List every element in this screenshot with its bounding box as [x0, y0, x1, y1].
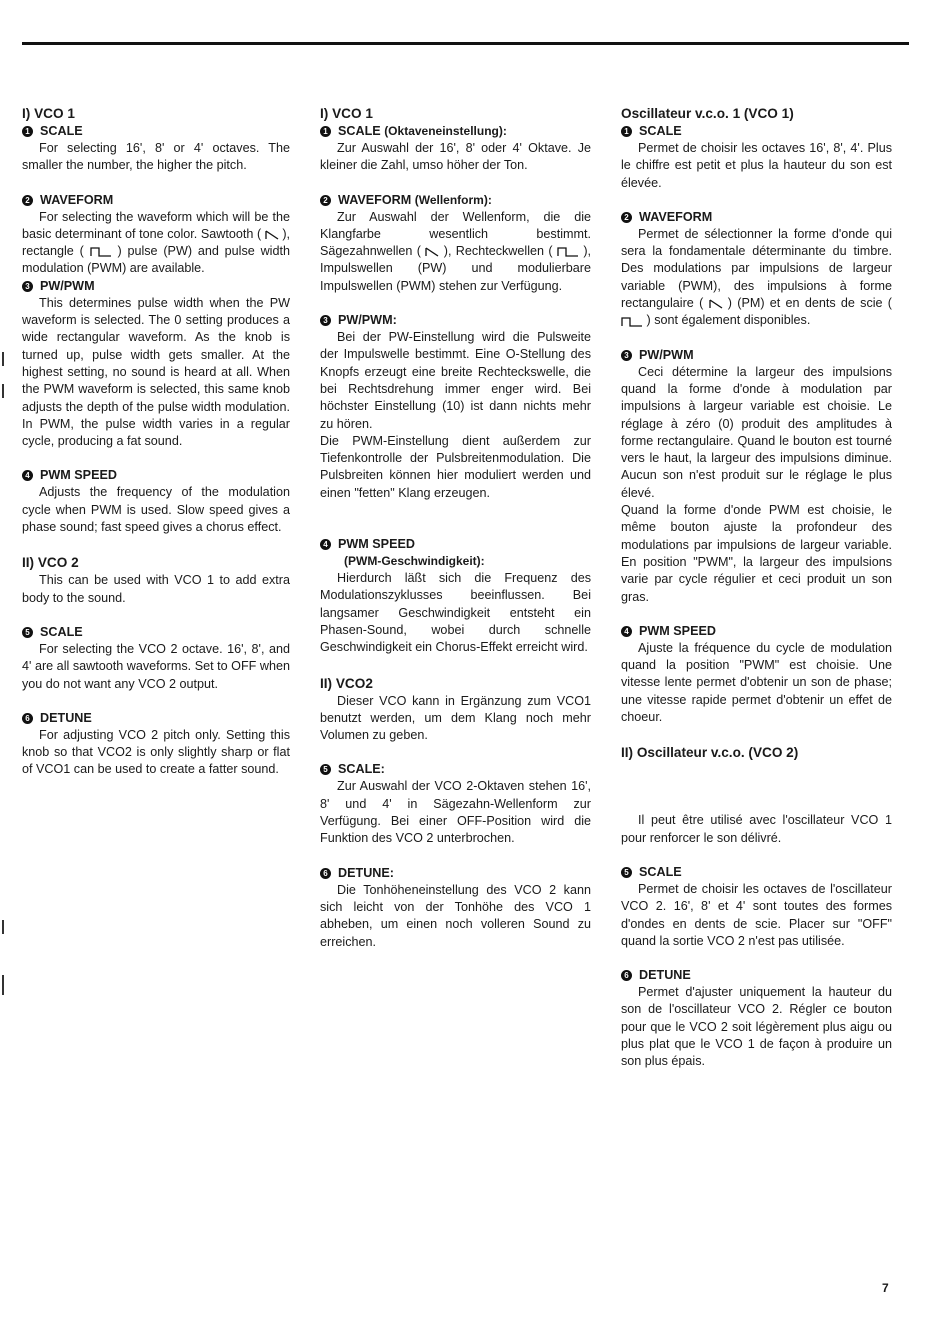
rectangle-wave-icon — [90, 246, 112, 257]
paragraph-scale: Zur Auswahl der 16', 8' oder 4' Oktave. Je kleiner die Zahl, umso höher der Ton. — [320, 141, 591, 173]
paragraph-waveform: Permet de sélectionner la forme d'onde qui sera la fondamentale déterminante du timbre. Des modulations par impulsions de largeur variable (PWM), des impulsions à forme rectangulaire ( ) (PM) et en dents de scie ( ) sont également disponibles. — [621, 226, 892, 328]
paragraph-pwm-speed: Hierdurch läßt sich die Frequenz des Modulationszyklusses beeinflussen. Bei langsamer Geschwindigkeit entsteht ein Phasen-Sound, wobei durch schnelle Geschwindigkeit ein Chorus-Effekt erreicht wird. — [320, 571, 591, 655]
paragraph-vco2: Dieser VCO kann in Ergänzung zum VCO1 benutzt werden, um dem Klang noch mehr Volumen zu geben. — [320, 693, 591, 743]
heading-waveform: 2 WAVEFORM — [621, 209, 892, 226]
number-4-icon: 4 — [22, 470, 33, 481]
paragraph-scale: For selecting 16', 8' or 4' octaves. The smaller the number, the higher the pitch. — [22, 141, 290, 173]
number-2-icon: 2 — [320, 195, 331, 206]
top-rule — [22, 42, 909, 45]
heading-scale: 1 SCALE — [621, 123, 892, 140]
heading-pwm-speed: 4 PWM SPEED — [320, 536, 591, 553]
sawtooth-wave-icon — [709, 298, 723, 309]
paragraph-pwm-speed: Adjusts the frequency of the modulation cycle when PWM is used. Slow speed gives a phase sound; fast speed gives a chorus effect. — [22, 485, 290, 535]
heading-scale-2: 5 SCALE — [621, 864, 892, 881]
paragraph-scale-2: Permet de choisir les octaves de l'oscillateur VCO 2. 16', 8' et 4' sont toutes des formes d'ondes en dents de scie. Placer sur "OFF" quand la sortie VCO 2 n'est pas utilisée. — [621, 881, 892, 948]
number-6-icon: 6 — [320, 868, 331, 879]
paragraph-detune: Permet d'ajuster uniquement la hauteur du son de l'oscillateur VCO 2. Régler ce bouton pour que le VCO 2 soit légèrement plus aigu ou plus plat que le VCO 1 de façon à produire un son plus épais. — [621, 985, 892, 1069]
section-title-vco1: Oscillateur v.c.o. 1 (VCO 1) — [621, 106, 794, 121]
heading-detune: 6 DETUNE — [22, 710, 290, 727]
paragraph-vco2: This can be used with VCO 1 to add extra body to the sound. — [22, 573, 290, 605]
number-2-icon: 2 — [621, 212, 632, 223]
german-column — [320, 104, 591, 951]
sawtooth-wave-icon — [265, 229, 279, 240]
paragraph-scale-2: For selecting the VCO 2 octave. 16', 8', and 4' are all sawtooth waveforms. Set to OFF when you do not want any VCO 2 output. — [22, 641, 290, 691]
number-4-icon: 4 — [621, 626, 632, 637]
number-6-icon: 6 — [22, 713, 33, 724]
paragraph-pwm-speed: Ajuste la fréquence du cycle de modulation quand la position "PWM" est choisie. Une vitesse lente permet d'obtenir un son de phase; une vitesse rapide permet d'obtenir un effet de choeur. — [621, 640, 892, 725]
number-1-icon: 1 — [621, 126, 632, 137]
scan-edge-mark — [2, 352, 4, 366]
heading-pwm-speed: 4 PWM SPEED — [621, 623, 892, 640]
heading-pw-pwm: 3 PW/PWM: — [320, 312, 591, 329]
section-title-vco1: I) VCO 1 — [320, 106, 373, 121]
heading-scale: 1 SCALE (Oktaveneinstellung): — [320, 123, 591, 140]
heading-pwm-speed: 4 PWM SPEED — [22, 467, 290, 484]
number-4-icon: 4 — [320, 539, 331, 550]
number-5-icon: 5 — [22, 627, 33, 638]
heading-pw-pwm: 3 PW/PWM — [621, 347, 892, 364]
heading-pw-pwm: 3 PW/PWM — [22, 278, 290, 295]
paragraph-detune: For adjusting VCO 2 pitch only. Setting this knob so that VCO2 is only slightly sharp or flat of VCO1 can be used to create a fatter sound. — [22, 727, 290, 777]
number-2-icon: 2 — [22, 195, 33, 206]
heading-detune: 6 DETUNE — [621, 967, 892, 984]
heading-scale-2: 5 SCALE — [22, 624, 290, 641]
heading-detune: 6 DETUNE: — [320, 865, 591, 882]
number-1-icon: 1 — [22, 126, 33, 137]
scan-edge-mark — [2, 384, 4, 398]
number-3-icon: 3 — [621, 350, 632, 361]
heading-scale-2: 5 SCALE: — [320, 761, 591, 778]
subheading-pwm-speed: (PWM-Geschwindigkeit): — [344, 554, 485, 569]
paragraph-waveform: Zur Auswahl der Wellenform, die die Klangfarbe wesentlich bestimmt. Sägezahnwellen ( ), Rechteckwellen ( ), Impulswellen (PW) und modulierbare Impulswellen (PWM) stehen zur Verfügung. — [320, 209, 592, 293]
rectangle-wave-icon — [557, 246, 579, 257]
paragraph-pw-pwm: Bei der PW-Einstellung wird die Pulsweite der Impulswelle bestimmt. Eine O-Stellung des Knopfs erzeugt eine breite Rechteckswelle, die bei Rechtsdrehung immer enger wird. Bei höchster Einstellung (10) ist dann nichts mehr zu hören. — [320, 330, 591, 431]
english-column — [22, 104, 290, 779]
paragraph-pw-pwm-2: Quand la forme d'onde PWM est choisie, le même bouton ajuste la profondeur des modulations par impulsions de largeur variable. En position "PWM", la largeur des impulsions varie par cycle régulier et ceci produit un son gras. — [621, 503, 892, 604]
scan-edge-mark — [2, 975, 4, 995]
paragraph-pw-pwm: Ceci détermine la largeur des impulsions quand la forme d'onde à modulation par impulsions à largeur variable est choisie. Le réglage à zéro (0) produit des amplitudes à forme rectangulaire. Quand le bouton est tourné vers le haut, la largeur des impulsions diminue. Aucun son n'est produit sur le réglage le plus élevé. — [621, 364, 892, 500]
paragraph-vco2: Il peut être utilisé avec l'oscillateur VCO 1 pour renforcer le son délivré. — [621, 813, 892, 845]
rectangle-wave-icon — [621, 316, 643, 327]
number-3-icon: 3 — [320, 315, 331, 326]
number-1-icon: 1 — [320, 126, 331, 137]
section-title-vco1: I) VCO 1 — [22, 106, 75, 121]
section-title-vco2: II) VCO2 — [320, 675, 373, 691]
scan-edge-mark — [2, 920, 4, 934]
number-6-icon: 6 — [621, 970, 632, 981]
paragraph-pw-pwm-2: Die PWM-Einstellung dient außerdem zur Tiefenkontrolle der Pulsbreitenmodulation. Die Pulsbreiten können hier moduliert werden und einen "fetten" Klang erzeugen. — [320, 433, 591, 500]
section-title-vco2: II) VCO 2 — [22, 555, 79, 571]
french-column — [621, 104, 892, 1071]
heading-waveform: 2 WAVEFORM — [22, 192, 290, 209]
paragraph-pw-pwm: This determines pulse width when the PW waveform is selected. The 0 setting produces a wide rectangular waveform. As the knob is turned up, pulse width gets smaller. At the highest setting, no sound is heard at all. When the PWM waveform is selected, this same knob adjusts the depth of the pulse width modulation. In PWM, the pulse width varies in a regular cycle, producing a fat sound. — [22, 295, 290, 449]
sawtooth-wave-icon — [425, 246, 439, 257]
paragraph-waveform: For selecting the waveform which will be the basic determinant of tone color. Sawtooth ( ), rectangle ( ) pulse (PW) and pulse width modulation (PWM) are available. — [22, 209, 291, 276]
number-5-icon: 5 — [320, 764, 331, 775]
section-title-vco2: II) Oscillateur v.c.o. (VCO 2) — [621, 745, 799, 761]
paragraph-scale: Permet de choisir les octaves 16', 8', 4'. Plus le chiffre est petit et plus la hauteur du son est élevée. — [621, 141, 892, 190]
number-5-icon: 5 — [621, 867, 632, 878]
heading-scale: 1 SCALE — [22, 123, 290, 140]
number-3-icon: 3 — [22, 281, 33, 292]
page-number: 7 — [882, 1281, 889, 1295]
paragraph-detune: Die Tonhöheneinstellung des VCO 2 kann sich leicht von der Tonhöhe des VCO 1 abheben, um einen noch volleren Sound zu erreichen. — [320, 882, 591, 949]
heading-waveform: 2 WAVEFORM (Wellenform): — [320, 192, 591, 209]
paragraph-scale-2: Zur Auswahl der VCO 2-Oktaven stehen 16', 8' und 4' in Sägezahn-Wellenform zur Verfügung. Bei einer OFF-Position wird die Funktion des VCO 2 unterbrochen. — [320, 779, 591, 846]
